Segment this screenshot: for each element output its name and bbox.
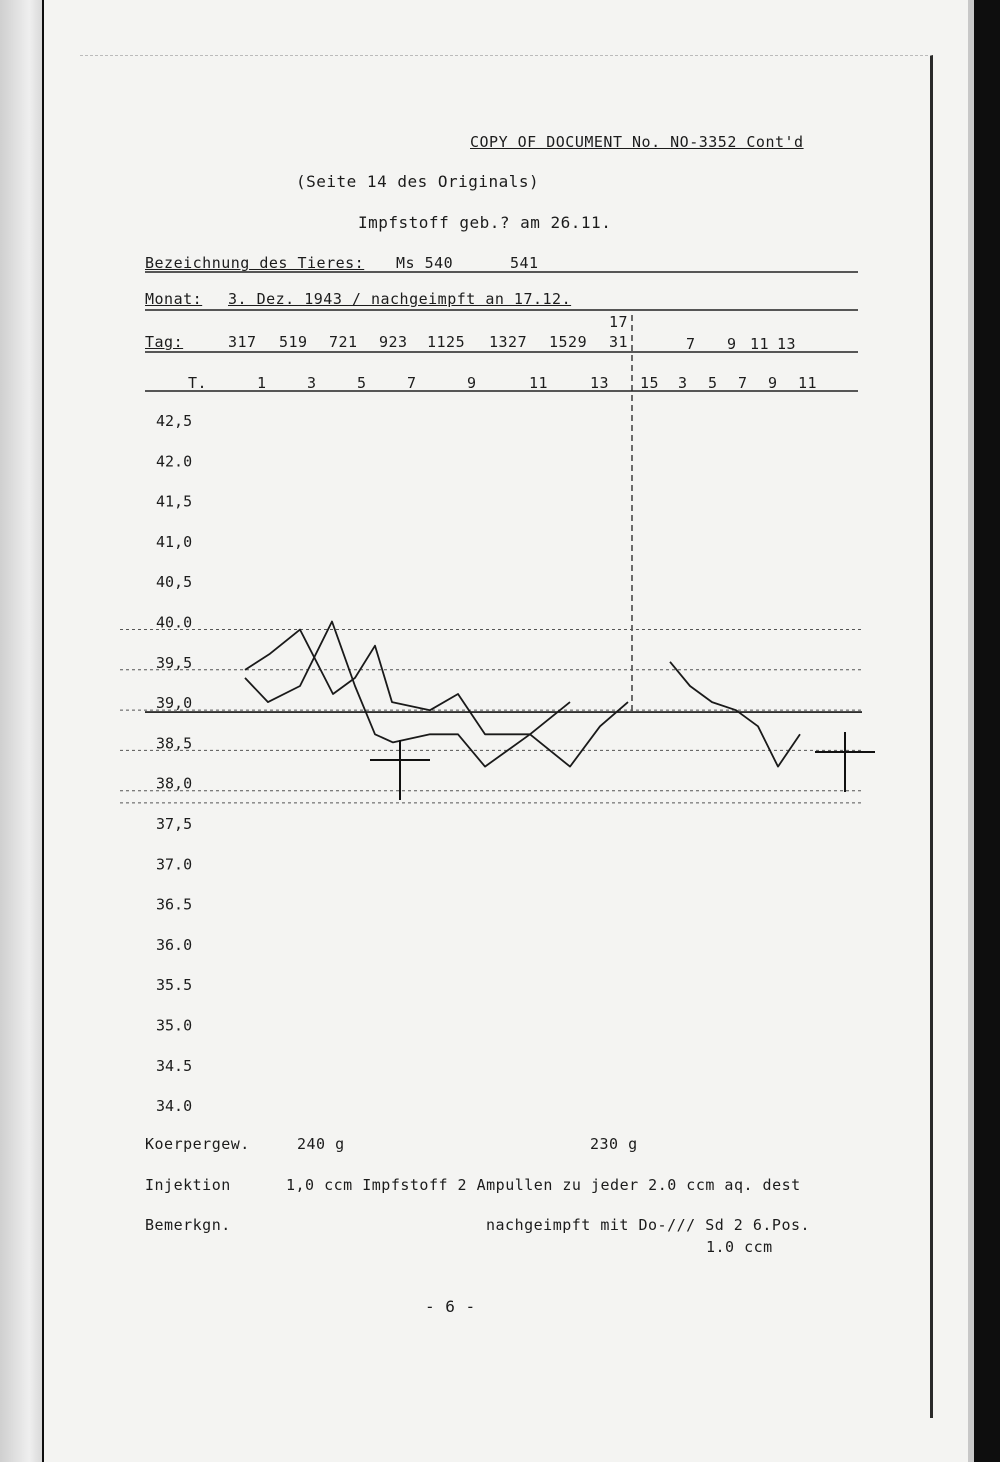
temp-header-value: 15 bbox=[640, 374, 660, 392]
day-value: 721 bbox=[329, 333, 358, 351]
temp-header-value: 3 bbox=[678, 374, 688, 392]
temp-header-value: 9 bbox=[467, 374, 477, 392]
weight-value-1: 240 g bbox=[297, 1135, 345, 1153]
day-value: 1529 bbox=[549, 333, 588, 351]
day-value: 1327 bbox=[489, 333, 528, 351]
day-value: 11 bbox=[750, 335, 770, 353]
temp-header-label: T. bbox=[188, 374, 208, 392]
y-tick-label: 42,5 bbox=[156, 412, 193, 430]
temp-header-value: 1 bbox=[257, 374, 267, 392]
day-value: 317 bbox=[228, 333, 257, 351]
injection-label: Injektion bbox=[145, 1176, 231, 1194]
remarks-label: Bemerkgn. bbox=[145, 1216, 231, 1234]
temp-header-value: 11 bbox=[798, 374, 818, 392]
temp-header-value: 3 bbox=[307, 374, 317, 392]
y-tick-label: 35.0 bbox=[156, 1016, 193, 1035]
temp-header-value: 7 bbox=[407, 374, 417, 392]
day-value: 9 bbox=[727, 335, 737, 353]
temperature-curve bbox=[245, 622, 570, 767]
injection-text: 1,0 ccm Impfstoff 2 Ampullen zu jeder 2.0 ccm aq. dest bbox=[286, 1176, 801, 1194]
y-tick-label: 36.5 bbox=[156, 895, 193, 914]
y-tick-label: 38,0 bbox=[156, 774, 193, 793]
day-value: 31 bbox=[609, 333, 629, 351]
y-tick-label: 37,5 bbox=[156, 815, 193, 833]
y-tick-label: 37.0 bbox=[156, 855, 193, 874]
day-value: 13 bbox=[777, 335, 797, 353]
day-value-top: 17 bbox=[609, 313, 629, 331]
remarks-line2: 1.0 ccm bbox=[706, 1238, 773, 1256]
day-value: 923 bbox=[379, 333, 408, 351]
y-tick-label: 41,0 bbox=[156, 532, 193, 551]
animal-second: 541 bbox=[510, 254, 539, 272]
temp-header-value: 11 bbox=[529, 374, 549, 392]
day-value: 1125 bbox=[427, 333, 466, 351]
day-label: Tag: bbox=[145, 333, 184, 351]
page-ref: (Seite 14 des Originals) bbox=[296, 172, 540, 191]
y-tick-label: 34.0 bbox=[156, 1097, 193, 1116]
y-tick-label: 38,5 bbox=[156, 734, 193, 753]
y-tick-label: 42.0 bbox=[156, 452, 193, 471]
y-tick-label: 41,5 bbox=[156, 492, 193, 511]
animal-ms: Ms 540 bbox=[396, 254, 454, 272]
y-tick-label: 36.0 bbox=[156, 935, 193, 954]
y-tick-label: 39,0 bbox=[156, 694, 193, 713]
weight-label: Koerpergew. bbox=[145, 1135, 250, 1153]
vaccine-line: Impfstoff geb.? am 26.11. bbox=[358, 213, 612, 232]
copy-label: COPY OF DOCUMENT No. NO-3352 Cont'd bbox=[470, 133, 804, 151]
temp-header-value: 5 bbox=[357, 374, 367, 392]
weight-value-2: 230 g bbox=[590, 1135, 638, 1153]
temp-header-value: 5 bbox=[708, 374, 718, 392]
animal-label: Bezeichnung des Tieres: bbox=[145, 254, 365, 272]
y-tick-label: 35.5 bbox=[156, 976, 193, 995]
temp-header-value: 9 bbox=[768, 374, 778, 392]
day-value: 519 bbox=[279, 333, 308, 351]
remarks-line1: nachgeimpft mit Do-/// Sd 2 6.Pos. bbox=[486, 1216, 811, 1234]
y-tick-label: 40.0 bbox=[156, 613, 193, 632]
temp-header-value: 13 bbox=[590, 374, 610, 392]
day-value: 7 bbox=[686, 335, 696, 353]
month-value: 3. Dez. 1943 / nachgeimpft an 17.12. bbox=[228, 290, 572, 308]
y-tick-label: 34.5 bbox=[156, 1056, 193, 1075]
month-label: Monat: bbox=[145, 290, 203, 308]
temp-header-value: 7 bbox=[738, 374, 748, 392]
page-number: - 6 - bbox=[425, 1297, 476, 1316]
temperature-curve bbox=[245, 630, 628, 767]
y-tick-label: 39,5 bbox=[156, 653, 193, 672]
y-tick-label: 40,5 bbox=[156, 573, 193, 592]
